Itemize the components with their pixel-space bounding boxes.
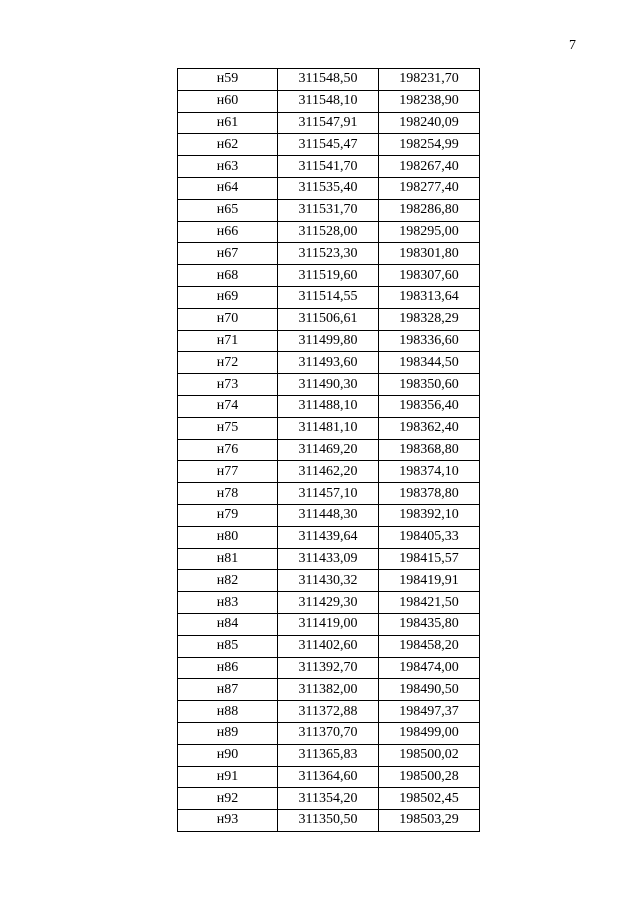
y-coordinate-cell: 198503,29 — [379, 810, 480, 832]
x-coordinate-cell: 311392,70 — [278, 657, 379, 679]
table-row — [178, 374, 480, 396]
x-coordinate-cell: 311430,32 — [278, 570, 379, 592]
y-coordinate-cell: 198231,70 — [379, 69, 480, 91]
x-coordinate-cell: 311429,30 — [278, 592, 379, 614]
point-id-cell: н87 — [178, 679, 278, 701]
table-row — [178, 461, 480, 483]
x-coordinate-cell: 311488,10 — [278, 395, 379, 417]
y-coordinate-cell: 198344,50 — [379, 352, 480, 374]
table-row — [178, 483, 480, 505]
point-id-cell: н63 — [178, 156, 278, 178]
point-id-cell: н91 — [178, 766, 278, 788]
x-coordinate-cell: 311469,20 — [278, 439, 379, 461]
y-coordinate-cell: 198328,29 — [379, 308, 480, 330]
table-row — [178, 69, 480, 91]
x-coordinate-cell: 311365,83 — [278, 744, 379, 766]
x-coordinate-cell: 311354,20 — [278, 788, 379, 810]
coordinates-table-body — [178, 69, 480, 832]
table-row — [178, 177, 480, 199]
point-id-cell: н64 — [178, 177, 278, 199]
table-row — [178, 613, 480, 635]
x-coordinate-cell: 311514,55 — [278, 286, 379, 308]
table-row — [178, 504, 480, 526]
table-row — [178, 417, 480, 439]
table-row — [178, 592, 480, 614]
point-id-cell: н72 — [178, 352, 278, 374]
table-row — [178, 548, 480, 570]
x-coordinate-cell: 311433,09 — [278, 548, 379, 570]
table-row — [178, 308, 480, 330]
table-row — [178, 526, 480, 548]
table-row — [178, 243, 480, 265]
x-coordinate-cell: 311382,00 — [278, 679, 379, 701]
point-id-cell: н90 — [178, 744, 278, 766]
y-coordinate-cell: 198499,00 — [379, 722, 480, 744]
point-id-cell: н73 — [178, 374, 278, 396]
table-row — [178, 265, 480, 287]
table-row — [178, 679, 480, 701]
y-coordinate-cell: 198500,28 — [379, 766, 480, 788]
table-row — [178, 788, 480, 810]
table-row — [178, 90, 480, 112]
x-coordinate-cell: 311439,64 — [278, 526, 379, 548]
point-id-cell: н66 — [178, 221, 278, 243]
point-id-cell: н82 — [178, 570, 278, 592]
point-id-cell: н75 — [178, 417, 278, 439]
table-row — [178, 352, 480, 374]
table-row — [178, 810, 480, 832]
x-coordinate-cell: 311545,47 — [278, 134, 379, 156]
table-row — [178, 199, 480, 221]
page-number: 7 — [569, 38, 576, 53]
y-coordinate-cell: 198240,09 — [379, 112, 480, 134]
y-coordinate-cell: 198368,80 — [379, 439, 480, 461]
table-row — [178, 766, 480, 788]
y-coordinate-cell: 198277,40 — [379, 177, 480, 199]
point-id-cell: н59 — [178, 69, 278, 91]
y-coordinate-cell: 198378,80 — [379, 483, 480, 505]
x-coordinate-cell: 311499,80 — [278, 330, 379, 352]
point-id-cell: н85 — [178, 635, 278, 657]
x-coordinate-cell: 311402,60 — [278, 635, 379, 657]
x-coordinate-cell: 311506,61 — [278, 308, 379, 330]
y-coordinate-cell: 198405,33 — [379, 526, 480, 548]
y-coordinate-cell: 198301,80 — [379, 243, 480, 265]
point-id-cell: н86 — [178, 657, 278, 679]
point-id-cell: н84 — [178, 613, 278, 635]
point-id-cell: н83 — [178, 592, 278, 614]
x-coordinate-cell: 311531,70 — [278, 199, 379, 221]
y-coordinate-cell: 198435,80 — [379, 613, 480, 635]
x-coordinate-cell: 311547,91 — [278, 112, 379, 134]
x-coordinate-cell: 311523,30 — [278, 243, 379, 265]
x-coordinate-cell: 311548,50 — [278, 69, 379, 91]
y-coordinate-cell: 198267,40 — [379, 156, 480, 178]
y-coordinate-cell: 198500,02 — [379, 744, 480, 766]
y-coordinate-cell: 198392,10 — [379, 504, 480, 526]
y-coordinate-cell: 198502,45 — [379, 788, 480, 810]
x-coordinate-cell: 311350,50 — [278, 810, 379, 832]
y-coordinate-cell: 198238,90 — [379, 90, 480, 112]
point-id-cell: н93 — [178, 810, 278, 832]
table-row — [178, 744, 480, 766]
y-coordinate-cell: 198474,00 — [379, 657, 480, 679]
point-id-cell: н65 — [178, 199, 278, 221]
y-coordinate-cell: 198350,60 — [379, 374, 480, 396]
table-row — [178, 657, 480, 679]
point-id-cell: н89 — [178, 722, 278, 744]
point-id-cell: н67 — [178, 243, 278, 265]
x-coordinate-cell: 311519,60 — [278, 265, 379, 287]
point-id-cell: н61 — [178, 112, 278, 134]
table-row — [178, 395, 480, 417]
table-row — [178, 330, 480, 352]
table-row — [178, 286, 480, 308]
x-coordinate-cell: 311548,10 — [278, 90, 379, 112]
table-row — [178, 134, 480, 156]
y-coordinate-cell: 198374,10 — [379, 461, 480, 483]
y-coordinate-cell: 198313,64 — [379, 286, 480, 308]
y-coordinate-cell: 198336,60 — [379, 330, 480, 352]
table-row — [178, 570, 480, 592]
y-coordinate-cell: 198421,50 — [379, 592, 480, 614]
y-coordinate-cell: 198295,00 — [379, 221, 480, 243]
y-coordinate-cell: 198356,40 — [379, 395, 480, 417]
y-coordinate-cell: 198415,57 — [379, 548, 480, 570]
point-id-cell: н62 — [178, 134, 278, 156]
x-coordinate-cell: 311535,40 — [278, 177, 379, 199]
x-coordinate-cell: 311457,10 — [278, 483, 379, 505]
y-coordinate-cell: 198497,37 — [379, 701, 480, 723]
table-row — [178, 156, 480, 178]
x-coordinate-cell: 311528,00 — [278, 221, 379, 243]
point-id-cell: н68 — [178, 265, 278, 287]
x-coordinate-cell: 311370,70 — [278, 722, 379, 744]
x-coordinate-cell: 311448,30 — [278, 504, 379, 526]
point-id-cell: н88 — [178, 701, 278, 723]
y-coordinate-cell: 198490,50 — [379, 679, 480, 701]
x-coordinate-cell: 311419,00 — [278, 613, 379, 635]
table-row — [178, 635, 480, 657]
point-id-cell: н71 — [178, 330, 278, 352]
point-id-cell: н60 — [178, 90, 278, 112]
y-coordinate-cell: 198419,91 — [379, 570, 480, 592]
x-coordinate-cell: 311481,10 — [278, 417, 379, 439]
table-row — [178, 221, 480, 243]
table-row — [178, 701, 480, 723]
x-coordinate-cell: 311462,20 — [278, 461, 379, 483]
coordinates-table — [177, 68, 480, 832]
x-coordinate-cell: 311490,30 — [278, 374, 379, 396]
x-coordinate-cell: 311372,88 — [278, 701, 379, 723]
point-id-cell: н80 — [178, 526, 278, 548]
y-coordinate-cell: 198286,80 — [379, 199, 480, 221]
point-id-cell: н69 — [178, 286, 278, 308]
point-id-cell: н74 — [178, 395, 278, 417]
y-coordinate-cell: 198458,20 — [379, 635, 480, 657]
y-coordinate-cell: 198254,99 — [379, 134, 480, 156]
point-id-cell: н76 — [178, 439, 278, 461]
point-id-cell: н70 — [178, 308, 278, 330]
x-coordinate-cell: 311541,70 — [278, 156, 379, 178]
point-id-cell: н78 — [178, 483, 278, 505]
point-id-cell: н79 — [178, 504, 278, 526]
x-coordinate-cell: 311364,60 — [278, 766, 379, 788]
table-row — [178, 112, 480, 134]
table-row — [178, 439, 480, 461]
y-coordinate-cell: 198307,60 — [379, 265, 480, 287]
table-row — [178, 722, 480, 744]
point-id-cell: н77 — [178, 461, 278, 483]
point-id-cell: н81 — [178, 548, 278, 570]
point-id-cell: н92 — [178, 788, 278, 810]
y-coordinate-cell: 198362,40 — [379, 417, 480, 439]
x-coordinate-cell: 311493,60 — [278, 352, 379, 374]
